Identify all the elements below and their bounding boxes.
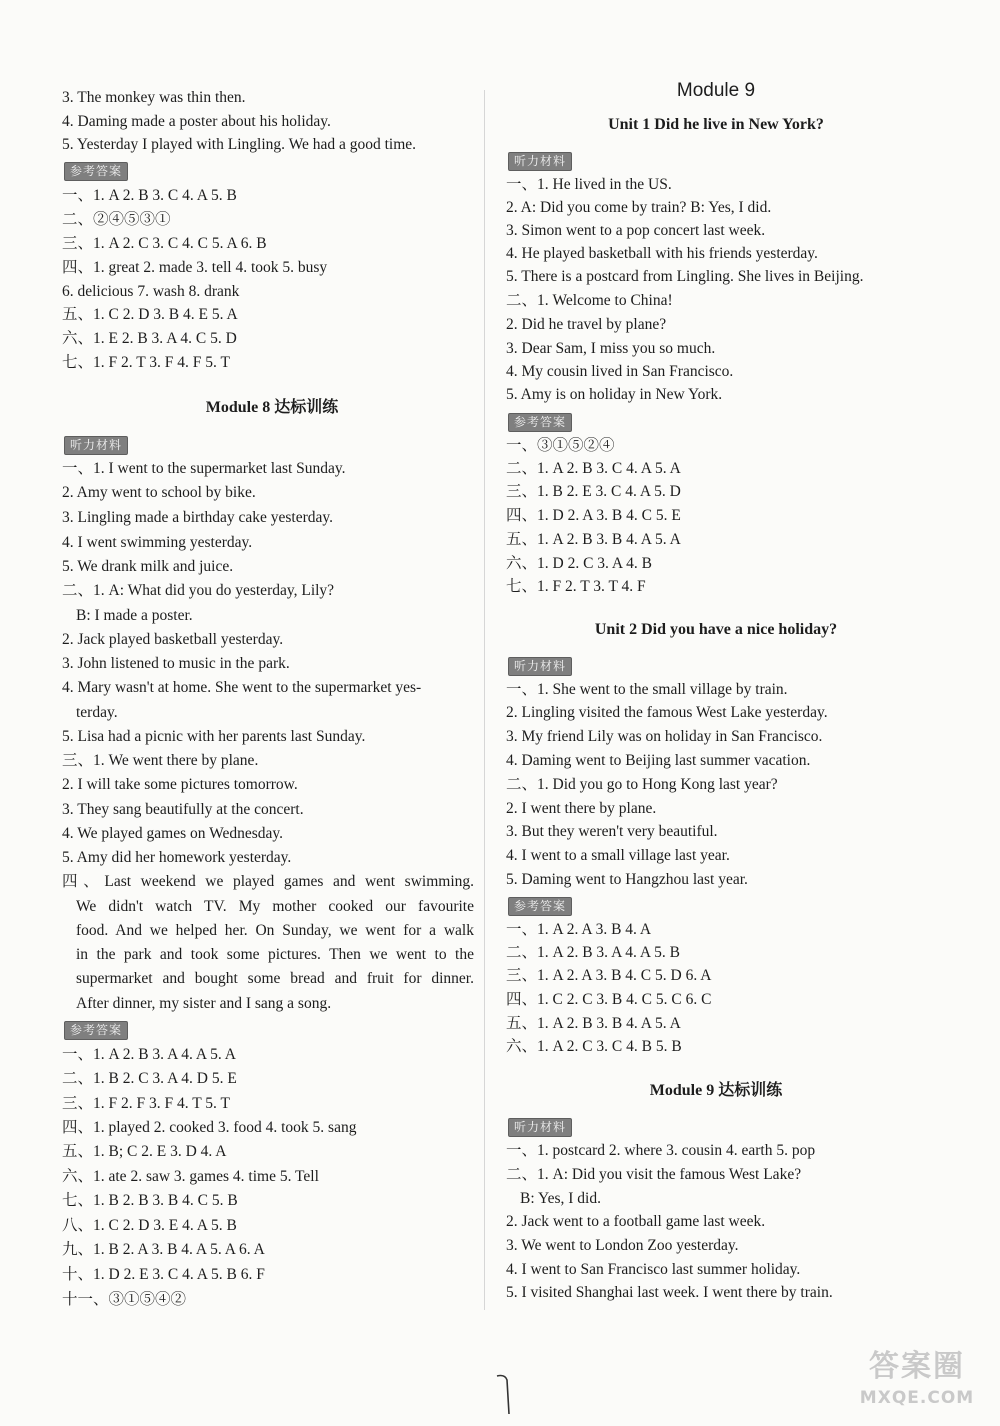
answer-line: 6. delicious 7. wash 8. drank bbox=[62, 283, 240, 300]
listening-line: B: I made a poster. bbox=[76, 607, 193, 624]
listening-line: 2. Amy went to school by bike. bbox=[62, 484, 256, 501]
listening-line: 3. Lingling made a birthday cake yesterday. bbox=[62, 509, 334, 526]
answer-line: 五、1. A 2. B 3. B 4. A 5. A bbox=[506, 1015, 681, 1032]
listening-line: 2. Jack went to a football game last week. bbox=[506, 1213, 766, 1230]
listening-line: 4. I went swimming yesterday. bbox=[62, 534, 253, 551]
listening-line: 4. I went to San Francisco last summer holiday. bbox=[506, 1261, 801, 1278]
passage-line: food. And we helped her. On Sunday, we went for a walk bbox=[76, 922, 474, 939]
answer-line: 七、1. F 2. T 3. F 4. F 5. T bbox=[62, 354, 230, 371]
answer-line: 七、1. F 2. T 3. T 4. F bbox=[506, 578, 646, 595]
text-line: 3. The monkey was thin then. bbox=[62, 89, 246, 106]
answer-line: 二、1. B 2. C 3. A 4. D 5. E bbox=[62, 1070, 237, 1087]
column-divider bbox=[484, 90, 485, 1310]
listening-line: 2. Lingling visited the famous West Lake yesterday. bbox=[506, 704, 828, 721]
listening-line: 3. My friend Lily was on holiday in San Francisco. bbox=[506, 728, 823, 745]
listening-line: 一、1. I went to the supermarket last Sunday. bbox=[62, 460, 346, 477]
answer-line: 十、1. D 2. E 3. C 4. A 5. B 6. F bbox=[62, 1266, 265, 1283]
listening-line: B: Yes, I did. bbox=[520, 1190, 601, 1207]
unit-title: Unit 1 Did he live in New York? bbox=[608, 116, 824, 133]
answer-line: 六、1. E 2. B 3. A 4. C 5. D bbox=[62, 330, 237, 347]
text-line: 5. Yesterday I played with Lingling. We had a good time. bbox=[62, 136, 417, 153]
answers-tag: 参考答案 bbox=[508, 897, 572, 916]
listening-line: 一、1. postcard 2. where 3. cousin 4. earth 5. pop bbox=[506, 1142, 816, 1159]
listening-line: 二、1. Did you go to Hong Kong last year? bbox=[506, 776, 778, 793]
listening-tag: 听力材料 bbox=[508, 1118, 572, 1137]
passage-line: We didn't watch TV. My mother cooked our favourite bbox=[76, 898, 474, 915]
listening-line: 一、1. She went to the small village by train. bbox=[506, 681, 788, 698]
passage-line: After dinner, my sister and I sang a song. bbox=[76, 995, 332, 1012]
listening-line: 5. Lisa had a picnic with her parents last Sunday. bbox=[62, 728, 366, 745]
text-line: 4. Daming made a poster about his holiday. bbox=[62, 113, 331, 130]
passage-line: supermarket and bought some bread and fruit for dinner. bbox=[76, 970, 474, 987]
answers-tag: 参考答案 bbox=[508, 413, 572, 432]
listening-line: 3. We went to London Zoo yesterday. bbox=[506, 1237, 739, 1254]
answer-line: 六、1. ate 2. saw 3. games 4. time 5. Tell bbox=[62, 1168, 319, 1185]
answer-line: 六、1. D 2. C 3. A 4. B bbox=[506, 555, 652, 572]
listening-line: 三、1. We went there by plane. bbox=[62, 752, 259, 769]
answer-line: 二、②④⑤③① bbox=[62, 211, 171, 228]
listening-line: 4. We played games on Wednesday. bbox=[62, 825, 284, 842]
listening-line: 5. I visited Shanghai last week. I went there by train. bbox=[506, 1284, 833, 1301]
listening-line: 3. They sang beautifully at the concert. bbox=[62, 801, 304, 818]
listening-line: 4. I went to a small village last year. bbox=[506, 847, 730, 864]
listening-line: 2. I will take some pictures tomorrow. bbox=[62, 776, 298, 793]
answer-line: 五、1. B; C 2. E 3. D 4. A bbox=[62, 1143, 227, 1160]
listening-line: 3. But they weren't very beautiful. bbox=[506, 823, 718, 840]
answer-line: 三、1. F 2. F 3. F 4. T 5. T bbox=[62, 1095, 230, 1112]
watermark-logo-text: 答案圈 bbox=[869, 1349, 965, 1384]
answer-line: 五、1. C 2. D 3. B 4. E 5. A bbox=[62, 306, 238, 323]
answer-line: 十一、③①⑤④② bbox=[62, 1291, 187, 1308]
listening-line: 4. He played basketball with his friends yesterday. bbox=[506, 245, 818, 262]
section-title: Module 8 达标训练 bbox=[205, 399, 339, 416]
answer-line: 四、1. D 2. A 3. B 4. C 5. E bbox=[506, 507, 681, 524]
answer-line: 八、1. C 2. D 3. E 4. A 5. B bbox=[62, 1217, 237, 1234]
answer-line: 九、1. B 2. A 3. B 4. A 5. A 6. A bbox=[62, 1241, 265, 1258]
listening-line: 3. Dear Sam, I miss you so much. bbox=[506, 340, 716, 357]
answer-line: 四、1. played 2. cooked 3. food 4. took 5. sang bbox=[62, 1119, 357, 1136]
listening-line: 5. Daming went to Hangzhou last year. bbox=[506, 871, 748, 888]
listening-tag: 听力材料 bbox=[508, 657, 572, 676]
listening-tag: 听力材料 bbox=[64, 436, 128, 455]
answer-line: 一、③①⑤②④ bbox=[506, 437, 615, 454]
listening-line: 2. I went there by plane. bbox=[506, 800, 657, 817]
answers-tag: 参考答案 bbox=[64, 162, 128, 181]
answer-line: 一、1. A 2. B 3. A 4. A 5. A bbox=[62, 1046, 236, 1063]
listening-line: 二、1. A: What did you do yesterday, Lily? bbox=[62, 582, 335, 599]
listening-line: 5. There is a postcard from Lingling. She lives in Beijing. bbox=[506, 268, 864, 285]
listening-line: 一、1. He lived in the US. bbox=[506, 176, 672, 193]
listening-line: 4. Daming went to Beijing last summer vacation. bbox=[506, 752, 811, 769]
listening-line: 2. A: Did you come by train? B: Yes, I did. bbox=[506, 199, 772, 216]
listening-line: 5. Amy is on holiday in New York. bbox=[506, 386, 723, 403]
answer-line: 二、1. A 2. B 3. A 4. A 5. B bbox=[506, 944, 680, 961]
section-title: Module 9 达标训练 bbox=[649, 1082, 783, 1099]
listening-line: 4. My cousin lived in San Francisco. bbox=[506, 363, 734, 380]
module-title: Module 9 bbox=[676, 80, 756, 101]
listening-line: 4. Mary wasn't at home. She went to the supermarket yes- bbox=[62, 679, 422, 696]
answer-line: 七、1. B 2. B 3. B 4. C 5. B bbox=[62, 1192, 238, 1209]
answer-line: 四、1. great 2. made 3. tell 4. took 5. busy bbox=[62, 259, 328, 276]
listening-line: 5. We drank milk and juice. bbox=[62, 558, 234, 575]
listening-line: 3. John listened to music in the park. bbox=[62, 655, 290, 672]
answer-line: 四、1. C 2. C 3. B 4. C 5. C 6. C bbox=[506, 991, 712, 1008]
passage-line: in the park and took some pictures. Then we went to the bbox=[76, 946, 474, 963]
listening-line: terday. bbox=[76, 704, 118, 721]
site-watermark bbox=[842, 1348, 992, 1418]
answer-line: 三、1. A 2. C 3. C 4. C 5. A 6. B bbox=[62, 235, 267, 252]
page-fold-mark bbox=[495, 1372, 515, 1416]
watermark-url: MXQE.COM bbox=[859, 1388, 975, 1408]
listening-line: 2. Jack played basketball yesterday. bbox=[62, 631, 284, 648]
unit-title: Unit 2 Did you have a nice holiday? bbox=[594, 621, 838, 638]
answer-line: 二、1. A 2. B 3. C 4. A 5. A bbox=[506, 460, 681, 477]
listening-line: 二、1. Welcome to China! bbox=[506, 292, 673, 309]
answer-line: 五、1. A 2. B 3. B 4. A 5. A bbox=[506, 531, 681, 548]
answer-line: 六、1. A 2. C 3. C 4. B 5. B bbox=[506, 1038, 682, 1055]
listening-tag: 听力材料 bbox=[508, 152, 572, 171]
answer-line: 一、1. A 2. B 3. C 4. A 5. B bbox=[62, 187, 237, 204]
answer-line: 一、1. A 2. A 3. B 4. A bbox=[506, 921, 652, 938]
listening-line: 二、1. A: Did you visit the famous West Lake? bbox=[506, 1166, 802, 1183]
listening-line: 5. Amy did her homework yesterday. bbox=[62, 849, 292, 866]
passage-line: 四、Last weekend we played games and went swimming. bbox=[62, 873, 474, 890]
answers-tag: 参考答案 bbox=[64, 1021, 128, 1040]
listening-line: 3. Simon went to a pop concert last week. bbox=[506, 222, 766, 239]
listening-line: 2. Did he travel by plane? bbox=[506, 316, 667, 333]
answer-line: 三、1. B 2. E 3. C 4. A 5. D bbox=[506, 483, 681, 500]
answer-line: 三、1. A 2. A 3. B 4. C 5. D 6. A bbox=[506, 967, 712, 984]
